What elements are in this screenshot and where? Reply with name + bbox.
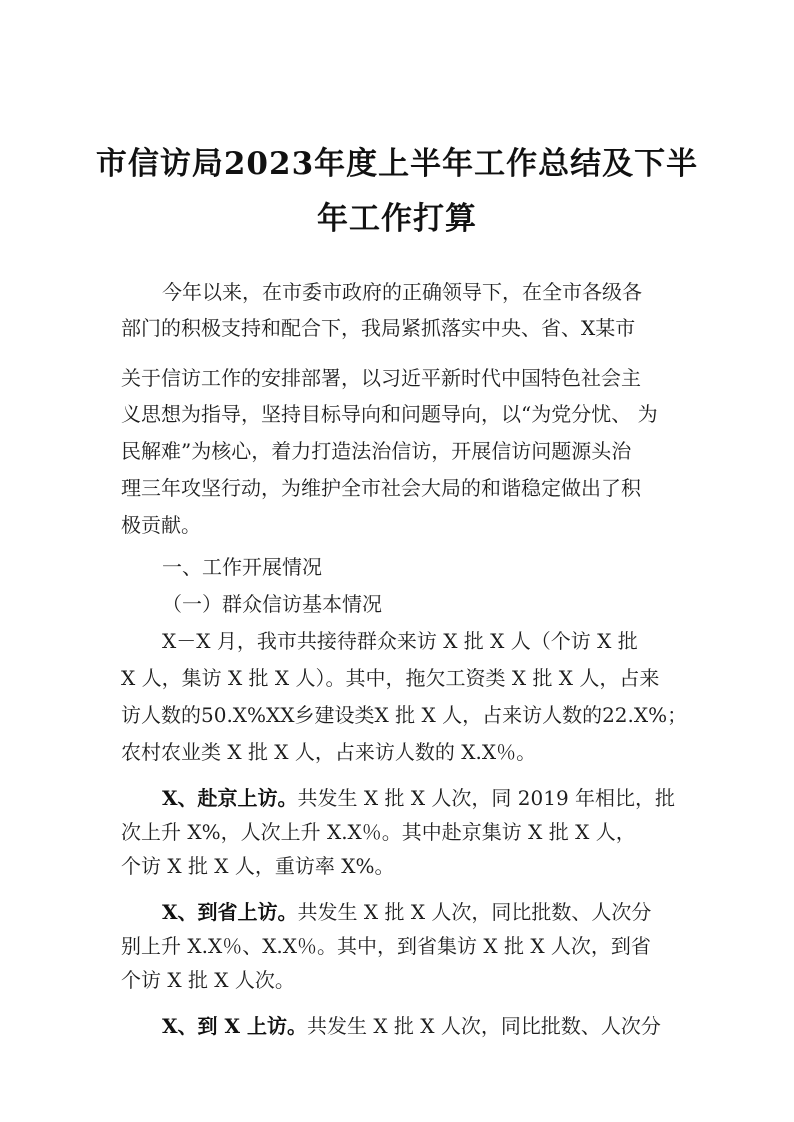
city-heading: X、到 X 上访。	[162, 1014, 307, 1038]
intro-line-4: 义思想为指导，坚持目标导向和问题导向，以“为党分忧、 为	[121, 402, 658, 426]
para1-line-1: X－X 月，我市共接待群众来访 X 批 X 人（个访 X 批	[162, 629, 638, 653]
para1-line-3: 访人数的50.X%XX乡建设类X 批 X 人，占来访人数的22.X%；	[121, 703, 688, 727]
intro-line-2: 部门的积极支持和配合下，我局紧抓落实中央、省、X某市	[121, 316, 636, 340]
intro-line-5: 民解难”为核心，着力打造法治信访，开展信访问题源头治	[121, 439, 632, 463]
beijing-line-3: 个访 X 批 X 人，重访率 X%。	[121, 854, 395, 878]
section-heading-1: 一、工作开展情况	[162, 555, 322, 579]
province-paragraph-line-1	[162, 898, 651, 926]
intro-line-3: 关于信访工作的安排部署，以习近平新时代中国特色社会主	[121, 366, 641, 390]
city-text: 共发生 X 批 X 人次，同比批数、人次分	[306, 1014, 661, 1038]
beijing-text: 共发生 X 批 X 人次，同 2019 年相比，批	[297, 786, 676, 810]
beijing-heading: X、赴京上访。	[162, 786, 298, 810]
province-text: 共发生 X 批 X 人次，同比批数、人次分	[297, 900, 652, 924]
province-line-2: 别上升 X.X％、X.X％。其中，到省集访 X 批 X 人次，到省	[121, 934, 651, 958]
beijing-line-2: 次上升 X%，人次上升 X.X％。其中赴京集访 X 批 X 人，	[121, 820, 636, 844]
intro-line-1: 今年以来，在市委市政府的正确领导下，在全市各级各	[162, 280, 642, 304]
para1-line-4: 农村农业类 X 批 X 人，占来访人数的 X.X％。	[121, 740, 537, 764]
section-heading-2: （一）群众信访基本情况	[162, 592, 382, 616]
province-line-3: 个访 X 批 X 人次。	[121, 968, 295, 992]
province-heading: X、到省上访。	[162, 900, 298, 924]
para1-line-2: X 人，集访 X 批 X 人）。其中，拖欠工资类 X 批 X 人，占来	[121, 666, 660, 690]
intro-line-7: 极贡献。	[121, 513, 201, 537]
beijing-paragraph-line-1	[162, 784, 675, 812]
document-title-line-1: 市信访局2023年度上半年工作总结及下半	[95, 146, 699, 182]
city-paragraph-line-1	[162, 1012, 661, 1040]
document-title-line-2: 年工作打算	[317, 201, 477, 237]
intro-line-6: 理三年攻坚行动，为维护全市社会大局的和谐稳定做出了积	[121, 476, 641, 500]
